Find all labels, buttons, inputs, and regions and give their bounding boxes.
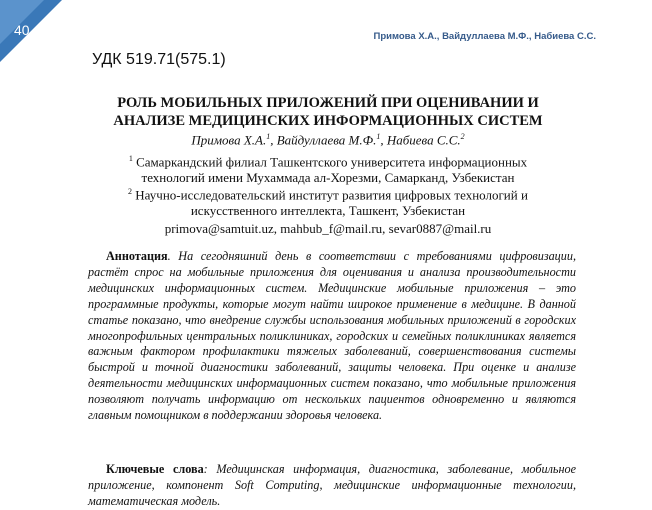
affiliation-line: Научно-исследовательский институт развития цифровых технологий и (135, 187, 528, 203)
affiliation-line: искусственного интеллекта, Ташкент, Узбекистан (190, 203, 466, 219)
abstract-label: Аннотация (106, 249, 168, 263)
title-line-1: РОЛЬ МОБИЛЬНЫХ ПРИЛОЖЕНИЙ ПРИ ОЦЕНИВАНИИ И (117, 95, 539, 111)
affiliation-line: Самаркандский филиал Ташкентского университета информационных (136, 154, 528, 170)
keywords-label: Ключевые слова (106, 462, 204, 476)
affiliation-mark: 1 (128, 154, 133, 163)
affiliation-1 (68, 151, 588, 186)
author-affil-mark: 1 (266, 132, 271, 141)
running-header-authors: Примова Х.А., Вайдуллаева М.Ф., Набиева С.С. (373, 31, 596, 42)
keywords-text: : Медицинская информация, диагностика, заболевание, мобильное приложение, компонент Soft Computing, медицинские информационные технологии, математическая модель. (88, 462, 576, 508)
author-name: Вайдуллаева М.Ф. (276, 132, 377, 148)
author-affil-mark: 1 (376, 132, 381, 141)
abstract-text: . На сегодняшний день в соответствии с требованиями цифровизации, растёт спрос на мобильные приложения для оценивания и анализа производительности медицинских информационных систем. Медицинские мобильные приложения – это программные продукты, которые могут найти широкое применение в медицине. В данной статье показано, что внедрение службы использования мобильных приложений в городских многопрофильных центральных поликлиниках, городских и семейных поликлиниках является важным фактором профилактики тяжелых заболеваний, совершенствования системы быстрой и точной диагностики заболеваний, защиты человека. При оценке и анализе деятельности медицинских информационных систем показано, что мобильные приложения позволяют получать информацию от нескольких пациентов одновременно и являются главным помощником в поддержании здоровья человека. (88, 249, 576, 423)
udk-code: УДК 519.71(575.1) (92, 51, 226, 68)
affiliation-line: технологий имени Мухаммада ал-Хорезми, Самарканд, Узбекистан (141, 170, 515, 186)
author-affil-mark: 2 (460, 132, 465, 141)
abstract (88, 249, 576, 424)
affiliation-mark: 2 (128, 187, 133, 196)
author-name: Примова Х.А. (191, 132, 267, 148)
author-list: Примова Х.А.$^1$, Вайдуллаева М.Ф.$^1$, Набиева С.С.$^2$ (191, 132, 465, 148)
title-line-2: АНАЛИЗЕ МЕДИЦИНСКИХ ИНФОРМАЦИОННЫХ СИСТЕМ (113, 113, 543, 129)
keywords (88, 462, 576, 510)
author-emails: primova@samtuit.uz, mahbub_f@mail.ru, sevar0887@mail.ru (164, 221, 492, 236)
author-name: Набиева С.С. (386, 132, 461, 148)
article-title (68, 94, 588, 130)
affiliation-2 (68, 184, 588, 219)
page-number: 40 (14, 22, 30, 38)
